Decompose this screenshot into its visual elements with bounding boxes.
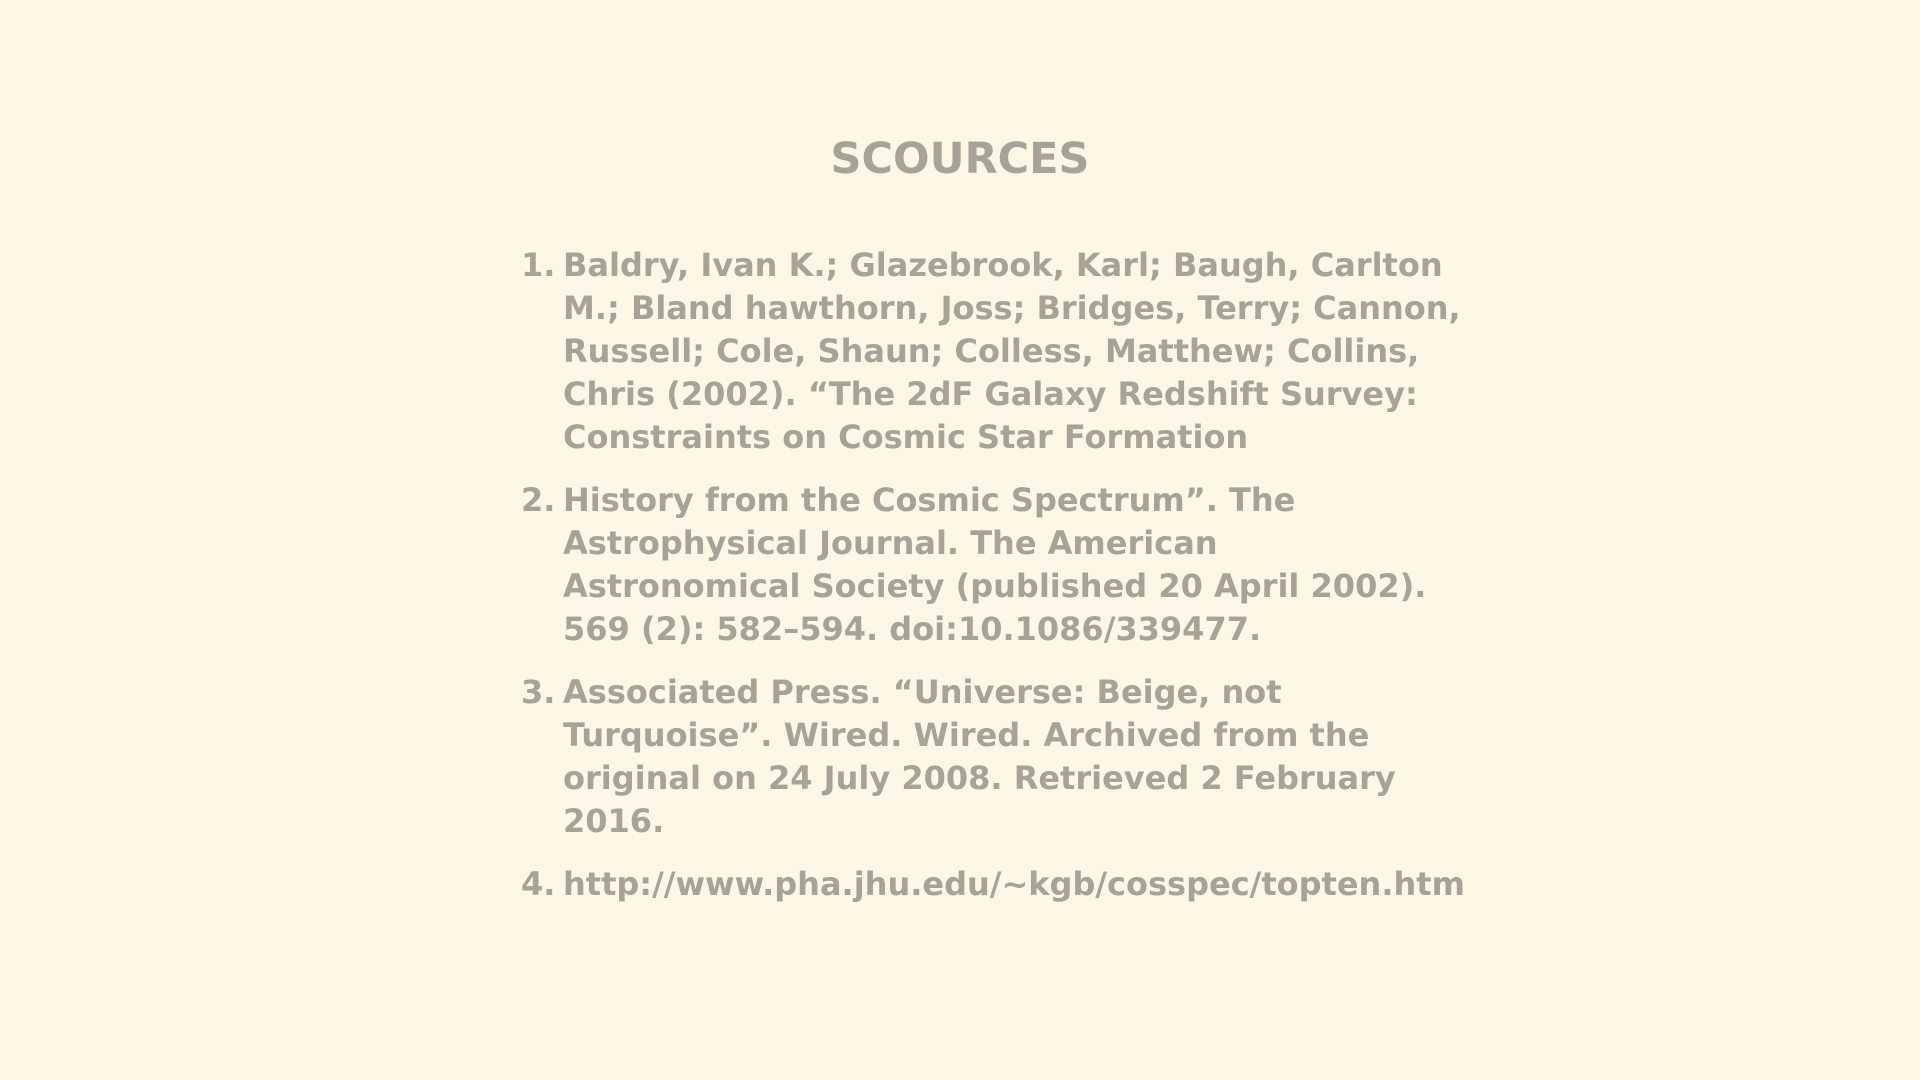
reference-number: 1. bbox=[521, 246, 556, 284]
reference-text: History from the Cosmic Spectrum”. The Astrophysical Journal. The American Astronomical Society (published 20 April 2002). 569 (2): 582–594. doi:10.1086/339477. bbox=[563, 481, 1427, 648]
reference-link[interactable]: http://www.pha.jhu.edu/~kgb/cosspec/topten.htm bbox=[563, 865, 1465, 903]
reference-item bbox=[521, 863, 1466, 906]
reference-number: 2. bbox=[521, 481, 556, 519]
slide-title: SCOURCES bbox=[830, 134, 1090, 184]
reference-text: Baldry, Ivan K.; Glazebrook, Karl; Baugh, Carlton M.; Bland hawthorn, Joss; Bridges, Terry; Cannon, Russell; Cole, Shaun; Colless, Matthew; Collins, Chris (2002). “The 2dF Galaxy Redshift Survey: Constraints on Cosmic Star Formation bbox=[563, 246, 1461, 456]
reference-item bbox=[521, 479, 1466, 651]
reference-item bbox=[521, 244, 1466, 459]
reference-item bbox=[521, 671, 1466, 843]
reference-number: 3. bbox=[521, 673, 556, 711]
reference-number: 4. bbox=[521, 865, 556, 903]
reference-text: Associated Press. “Universe: Beige, not Turquoise”. Wired. Wired. Archived from the original on 24 July 2008. Retrieved 2 February 2016. bbox=[563, 673, 1396, 840]
references-list bbox=[521, 244, 1466, 926]
